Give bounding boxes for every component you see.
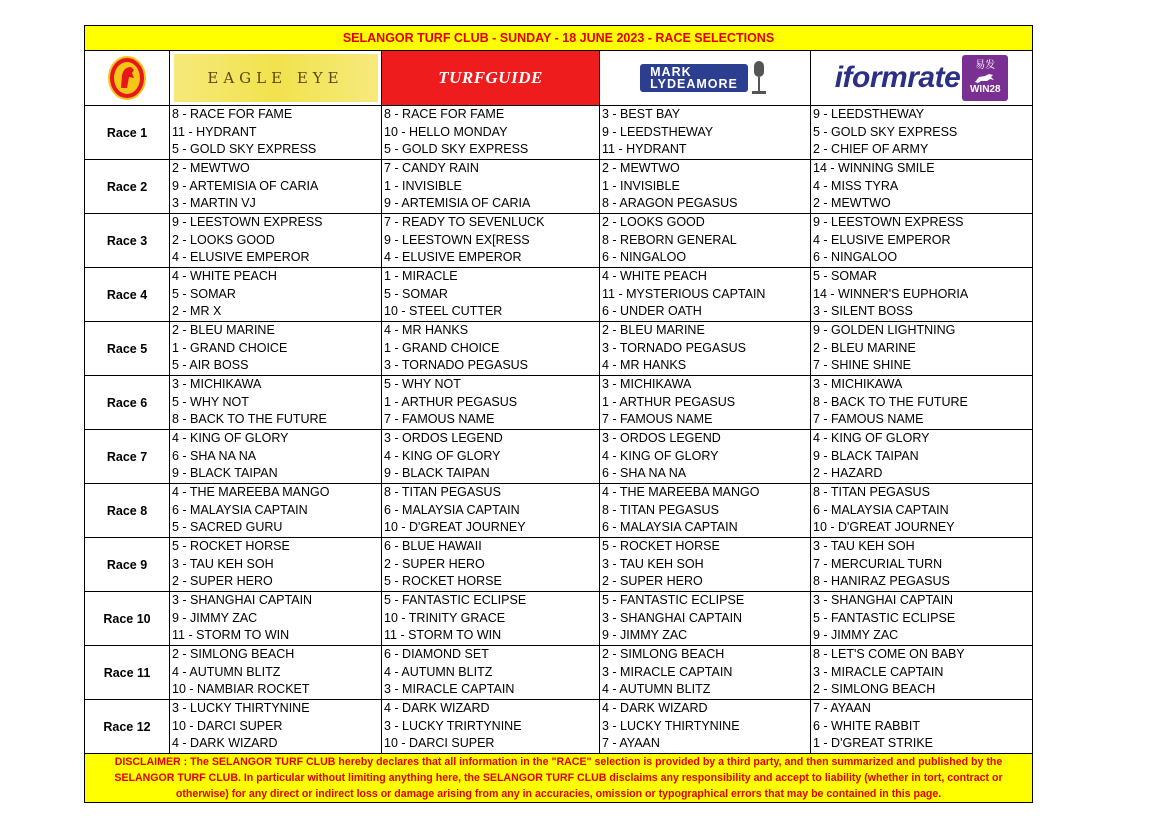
horse-selection: 7 - AYAAN — [602, 736, 660, 751]
race-label: Race 7 — [85, 430, 170, 483]
turfguide-logo-cell — [382, 51, 600, 105]
horse-selection: 4 - DARK WIZARD — [384, 701, 490, 715]
eagle-eye-picks — [170, 106, 382, 159]
iformrate-picks — [811, 268, 1032, 321]
horse-selection: 2 - SIMLONG BEACH — [172, 647, 295, 661]
turfguide-picks — [382, 106, 600, 159]
eagle-eye-picks — [170, 592, 382, 645]
horse-selection: 6 - UNDER OATH — [602, 304, 702, 319]
eagle-eye-picks — [170, 538, 382, 591]
mark-lydeamore-picks — [600, 106, 811, 159]
horse-selection: 8 - REBORN GENERAL — [602, 232, 737, 247]
horse-selection: 4 - KING OF GLORY — [384, 448, 501, 463]
horse-selection: 14 - WINNING SMILE — [813, 161, 935, 175]
horse-selection: 4 - KING OF GLORY — [813, 431, 930, 445]
iformrate-picks — [811, 646, 1032, 699]
horse-selection: 9 - GOLDEN LIGHTNING — [813, 323, 956, 337]
horse-selection: 4 - KING OF GLORY — [172, 431, 289, 445]
horse-selection: 3 - MIRACLE CAPTAIN — [602, 664, 733, 679]
horse-selection: 11 - HYDRANT — [172, 124, 257, 139]
race-label: Race 12 — [85, 700, 170, 753]
horse-selection: 8 - BACK TO THE FUTURE — [813, 394, 968, 409]
mark-lydeamore-picks — [600, 484, 811, 537]
mark-logo-line2: LYDEAMORE — [650, 77, 738, 91]
horse-selection: 2 - BLEU MARINE — [172, 323, 275, 337]
horse-selection: 4 - WHITE PEACH — [602, 269, 707, 283]
mark-lydeamore-picks — [600, 160, 811, 213]
horse-selection: 3 - SHANGHAI CAPTAIN — [813, 593, 954, 607]
race-label: Race 3 — [85, 214, 170, 267]
horse-selection: 5 - GOLD SKY EXPRESS — [172, 142, 317, 157]
iformrate-logo-cell — [811, 51, 1032, 105]
mark-lydeamore-picks — [600, 700, 811, 753]
horse-selection: 4 - ELUSIVE EMPEROR — [813, 232, 951, 247]
turfguide-picks — [382, 538, 600, 591]
horse-selection: 6 - NINGALOO — [813, 250, 898, 265]
race-row — [85, 430, 1032, 484]
horse-selection: 10 - STEEL CUTTER — [384, 304, 503, 319]
horse-selection: 3 - LUCKY TRIRTYNINE — [384, 718, 522, 733]
horse-selection: 11 - STORM TO WIN — [172, 628, 290, 643]
race-row — [85, 646, 1032, 700]
eagle-eye-picks — [170, 646, 382, 699]
turfguide-picks — [382, 430, 600, 483]
eagle-eye-picks — [170, 430, 382, 483]
horse-selection: 9 - JIMMY ZAC — [602, 628, 688, 643]
mark-lydeamore-logo — [640, 58, 770, 98]
horse-selection: 5 - FANTASTIC ECLIPSE — [813, 610, 956, 625]
horse-selection: 9 - BLACK TAIPAN — [813, 448, 919, 463]
horse-selection: 5 - ROCKET HORSE — [602, 539, 720, 553]
microphone-icon — [748, 58, 770, 98]
mark-lydeamore-picks — [600, 376, 811, 429]
horse-selection: 6 - MALAYSIA CAPTAIN — [813, 502, 949, 517]
horse-selection: 3 - MICHIKAWA — [172, 377, 262, 391]
horse-selection: 3 - TORNADO PEGASUS — [602, 340, 747, 355]
horse-selection: 6 - DIAMOND SET — [384, 647, 489, 661]
horse-selection: 2 - BLEU MARINE — [602, 323, 705, 337]
horse-selection: 4 - THE MAREEBA MANGO — [172, 485, 330, 499]
horse-selection: 8 - TITAN PEGASUS — [602, 502, 719, 517]
horse-selection: 9 - JIMMY ZAC — [172, 610, 258, 625]
race-selections-sheet — [84, 25, 1033, 803]
horse-selection: 3 - TAU KEH SOH — [172, 556, 274, 571]
horse-selection: 1 - GRAND CHOICE — [172, 340, 288, 355]
horse-selection: 4 - AUTUMN BLITZ — [602, 682, 711, 697]
horse-selection: 8 - RACE FOR FAME — [384, 107, 505, 121]
page-title: SELANGOR TURF CLUB - SUNDAY - 18 JUNE 2023 - RACE SELECTIONS — [85, 26, 1032, 51]
horse-selection: 1 - MIRACLE — [384, 269, 458, 283]
horse-selection: 7 - SHINE SHINE — [813, 358, 911, 373]
iformrate-picks — [811, 592, 1032, 645]
horse-selection: 6 - SHA NA NA — [602, 466, 687, 481]
horse-selection: 7 - FAMOUS NAME — [813, 412, 924, 427]
horse-selection: 8 - HANIRAZ PEGASUS — [813, 574, 950, 589]
turfguide-picks — [382, 484, 600, 537]
race-row — [85, 322, 1032, 376]
horse-selection: 4 - AUTUMN BLITZ — [172, 664, 281, 679]
turfguide-picks — [382, 700, 600, 753]
turfguide-logo-text: TURFGUIDE — [438, 68, 543, 87]
horse-selection: 8 - RACE FOR FAME — [172, 107, 293, 121]
race-label: Race 1 — [85, 106, 170, 159]
horse-selection: 9 - ARTEMISIA OF CARIA — [172, 178, 319, 193]
horse-selection: 2 - SUPER HERO — [172, 574, 273, 589]
mark-lydeamore-picks — [600, 322, 811, 375]
horse-selection: 5 - SOMAR — [172, 286, 236, 301]
eagle-eye-picks — [170, 160, 382, 213]
iformrate-picks — [811, 214, 1032, 267]
horse-selection: 7 - AYAAN — [813, 701, 871, 715]
race-row — [85, 484, 1032, 538]
horse-selection: 3 - BEST BAY — [602, 107, 681, 121]
eagle-eye-picks — [170, 322, 382, 375]
eagle-eye-picks — [170, 484, 382, 537]
eagle-eye-picks — [170, 268, 382, 321]
horse-selection: 6 - MALAYSIA CAPTAIN — [602, 520, 738, 535]
horse-selection: 3 - MIRACLE CAPTAIN — [813, 664, 944, 679]
race-label: Race 5 — [85, 322, 170, 375]
horse-selection: 5 - FANTASTIC ECLIPSE — [384, 593, 527, 607]
horse-selection: 2 - LOOKS GOOD — [172, 232, 275, 247]
win28-badge-bottom: WIN28 — [969, 84, 1001, 95]
eagle-eye-logo-text: EAGLE EYE — [207, 69, 344, 87]
horse-selection: 2 - BLEU MARINE — [813, 340, 916, 355]
horse-selection: 4 - ELUSIVE EMPEROR — [172, 250, 310, 265]
horse-selection: 3 - MIRACLE CAPTAIN — [384, 682, 515, 697]
horse-selection: 3 - SILENT BOSS — [813, 304, 913, 319]
turfguide-logo — [382, 51, 599, 105]
mark-lydeamore-picks — [600, 592, 811, 645]
horse-selection: 3 - MICHIKAWA — [602, 377, 692, 391]
horse-selection: 9 - LEESTOWN EX[RESS — [384, 232, 530, 247]
horse-selection: 5 - SACRED GURU — [172, 520, 283, 535]
horse-selection: 6 - WHITE RABBIT — [813, 718, 920, 733]
race-row — [85, 268, 1032, 322]
horse-selection: 5 - GOLD SKY EXPRESS — [384, 142, 529, 157]
race-row — [85, 538, 1032, 592]
horse-selection: 4 - MR HANKS — [602, 358, 687, 373]
horse-selection: 5 - SOMAR — [384, 286, 448, 301]
horse-selection: 2 - MEWTWO — [813, 196, 891, 211]
horse-selection: 7 - FAMOUS NAME — [602, 412, 713, 427]
turfguide-picks — [382, 322, 600, 375]
mark-lydeamore-logo-cell — [600, 51, 811, 105]
horse-selection: 3 - ORDOS LEGEND — [384, 431, 503, 445]
horse-selection: 10 - DARCI SUPER — [384, 736, 495, 751]
horse-selection: 10 - HELLO MONDAY — [384, 124, 508, 139]
horse-selection: 8 - BACK TO THE FUTURE — [172, 412, 327, 427]
iformrate-picks — [811, 376, 1032, 429]
horse-selection: 4 - MR HANKS — [384, 323, 469, 337]
horse-selection: 2 - SIMLONG BEACH — [602, 647, 725, 661]
horse-selection: 2 - SUPER HERO — [384, 556, 485, 571]
eagle-eye-logo-cell — [170, 51, 382, 105]
race-label: Race 4 — [85, 268, 170, 321]
horse-selection: 2 - SIMLONG BEACH — [813, 682, 936, 697]
horse-selection: 2 - SUPER HERO — [602, 574, 703, 589]
horse-selection: 5 - WHY NOT — [384, 377, 461, 391]
turfguide-picks — [382, 268, 600, 321]
race-row — [85, 214, 1032, 268]
horse-selection: 9 - LEEDSTHEWAY — [602, 124, 714, 139]
turfguide-picks — [382, 646, 600, 699]
win28-badge-top: 易发 — [975, 60, 996, 71]
horse-selection: 4 - AUTUMN BLITZ — [384, 664, 493, 679]
horse-selection: 9 - BLACK TAIPAN — [384, 466, 490, 481]
horse-selection: 9 - LEESTOWN EXPRESS — [813, 215, 964, 229]
mark-lydeamore-picks — [600, 646, 811, 699]
horse-selection: 5 - ROCKET HORSE — [384, 574, 502, 589]
iformrate-picks — [811, 322, 1032, 375]
horse-selection: 8 - TITAN PEGASUS — [384, 485, 501, 499]
horse-selection: 1 - INVISIBLE — [602, 178, 680, 193]
horse-selection: 6 - MALAYSIA CAPTAIN — [384, 502, 520, 517]
turfguide-picks — [382, 592, 600, 645]
race-label: Race 2 — [85, 160, 170, 213]
horse-selection: 5 - AIR BOSS — [172, 358, 249, 373]
turfguide-picks — [382, 214, 600, 267]
horse-selection: 1 - GRAND CHOICE — [384, 340, 500, 355]
iformrate-picks — [811, 106, 1032, 159]
horse-selection: 2 - MEWTWO — [602, 161, 680, 175]
horse-selection: 11 - MYSTERIOUS CAPTAIN — [602, 286, 766, 301]
horse-selection: 1 - INVISIBLE — [384, 178, 462, 193]
horse-selection: 2 - HAZARD — [813, 466, 883, 481]
race-row — [85, 700, 1032, 754]
iformrate-logo-text: iformrate — [834, 61, 961, 94]
horse-selection: 9 - ARTEMISIA OF CARIA — [384, 196, 531, 211]
horse-selection: 8 - ARAGON PEGASUS — [602, 196, 738, 211]
horse-selection: 3 - TAU KEH SOH — [602, 556, 704, 571]
iformrate-picks — [811, 484, 1032, 537]
horse-selection: 3 - ORDOS LEGEND — [602, 431, 721, 445]
horse-selection: 7 - MERCURIAL TURN — [813, 556, 943, 571]
horse-selection: 9 - BLACK TAIPAN — [172, 466, 278, 481]
horse-selection: 3 - LUCKY THIRTYNINE — [602, 718, 740, 733]
horse-selection: 5 - WHY NOT — [172, 394, 249, 409]
mark-logo-line1: MARK — [650, 65, 692, 79]
horse-selection: 3 - MARTIN VJ — [172, 196, 256, 211]
horse-selection: 2 - MEWTWO — [172, 161, 250, 175]
horse-selection: 5 - GOLD SKY EXPRESS — [813, 124, 958, 139]
horse-selection: 6 - NINGALOO — [602, 250, 687, 265]
horse-selection: 11 - HYDRANT — [602, 142, 687, 157]
mark-lydeamore-picks — [600, 214, 811, 267]
horse-selection: 2 - CHIEF OF ARMY — [813, 142, 929, 157]
horse-selection: 5 - FANTASTIC ECLIPSE — [602, 593, 745, 607]
iformrate-picks — [811, 700, 1032, 753]
horse-selection: 4 - DARK WIZARD — [602, 701, 708, 715]
turfguide-picks — [382, 376, 600, 429]
horse-selection: 3 - TORNADO PEGASUS — [384, 358, 529, 373]
mark-lydeamore-picks — [600, 538, 811, 591]
racehorse-icon — [973, 72, 997, 84]
horse-head-icon — [107, 55, 147, 101]
win28-badge — [962, 55, 1008, 101]
horse-selection: 6 - SHA NA NA — [172, 448, 257, 463]
tipster-logo-row — [85, 51, 1032, 106]
horse-selection: 10 - D'GREAT JOURNEY — [384, 520, 526, 535]
horse-selection: 7 - READY TO SEVENLUCK — [384, 215, 545, 229]
horse-selection: 9 - LEEDSTHEWAY — [813, 107, 925, 121]
horse-selection: 3 - LUCKY THIRTYNINE — [172, 701, 310, 715]
iformrate-picks — [811, 538, 1032, 591]
mark-lydeamore-picks — [600, 430, 811, 483]
disclaimer: DISCLAIMER : The SELANGOR TURF CLUB hereby declares that all information in the "RACE" selection is provided by a third party, and then summarized and published by the SELANGOR TURF CLUB. In particular without limiting anything here, the SELANGOR TURF CLUB disclaims any responsibility and accept to liability (whether in tort, contract or otherwise) for any direct or indirect loss or damage arising from any in accuracies, omission or typographical errors that may be contained in this page. — [85, 754, 1032, 802]
horse-selection: 4 - ELUSIVE EMPEROR — [384, 250, 522, 265]
horse-selection: 6 - BLUE HAWAII — [384, 539, 482, 553]
race-label: Race 10 — [85, 592, 170, 645]
race-label: Race 6 — [85, 376, 170, 429]
horse-selection: 2 - LOOKS GOOD — [602, 215, 705, 229]
club-logo-cell — [85, 51, 170, 105]
race-selections-table — [85, 106, 1032, 754]
race-row — [85, 376, 1032, 430]
horse-selection: 2 - MR X — [172, 304, 222, 319]
horse-selection: 4 - DARK WIZARD — [172, 736, 278, 751]
horse-selection: 8 - LET'S COME ON BABY — [813, 647, 965, 661]
mark-lydeamore-picks — [600, 268, 811, 321]
race-label: Race 9 — [85, 538, 170, 591]
eagle-eye-picks — [170, 700, 382, 753]
eagle-eye-picks — [170, 214, 382, 267]
eagle-eye-picks — [170, 376, 382, 429]
horse-selection: 5 - SOMAR — [813, 269, 877, 283]
horse-selection: 11 - STORM TO WIN — [384, 628, 502, 643]
eagle-eye-logo — [174, 54, 378, 102]
horse-selection: 8 - TITAN PEGASUS — [813, 485, 930, 499]
horse-selection: 4 - MISS TYRA — [813, 178, 899, 193]
race-row — [85, 160, 1032, 214]
horse-selection: 3 - SHANGHAI CAPTAIN — [602, 610, 743, 625]
horse-selection: 3 - TAU KEH SOH — [813, 539, 915, 553]
horse-selection: 10 - NAMBIAR ROCKET — [172, 682, 310, 697]
horse-selection: 3 - SHANGHAI CAPTAIN — [172, 593, 313, 607]
horse-selection: 7 - CANDY RAIN — [384, 161, 479, 175]
iformrate-logo — [835, 55, 1009, 101]
race-label: Race 11 — [85, 646, 170, 699]
horse-selection: 6 - MALAYSIA CAPTAIN — [172, 502, 308, 517]
horse-selection: 4 - WHITE PEACH — [172, 269, 277, 283]
horse-selection: 3 - MICHIKAWA — [813, 377, 903, 391]
horse-selection: 1 - D'GREAT STRIKE — [813, 736, 934, 751]
horse-selection: 7 - FAMOUS NAME — [384, 412, 495, 427]
horse-selection: 5 - ROCKET HORSE — [172, 539, 290, 553]
horse-selection: 9 - LEESTOWN EXPRESS — [172, 215, 323, 229]
race-row — [85, 592, 1032, 646]
turfguide-picks — [382, 160, 600, 213]
race-row — [85, 106, 1032, 160]
horse-selection: 10 - TRINITY GRACE — [384, 610, 506, 625]
horse-selection: 1 - ARTHUR PEGASUS — [384, 394, 518, 409]
race-label: Race 8 — [85, 484, 170, 537]
horse-selection: 14 - WINNER'S EUPHORIA — [813, 286, 969, 301]
iformrate-picks — [811, 160, 1032, 213]
horse-selection: 10 - DARCI SUPER — [172, 718, 283, 733]
horse-selection: 9 - JIMMY ZAC — [813, 628, 899, 643]
iformrate-picks — [811, 430, 1032, 483]
horse-selection: 10 - D'GREAT JOURNEY — [813, 520, 955, 535]
horse-selection: 4 - KING OF GLORY — [602, 448, 719, 463]
horse-selection: 1 - ARTHUR PEGASUS — [602, 394, 736, 409]
horse-selection: 4 - THE MAREEBA MANGO — [602, 485, 760, 499]
